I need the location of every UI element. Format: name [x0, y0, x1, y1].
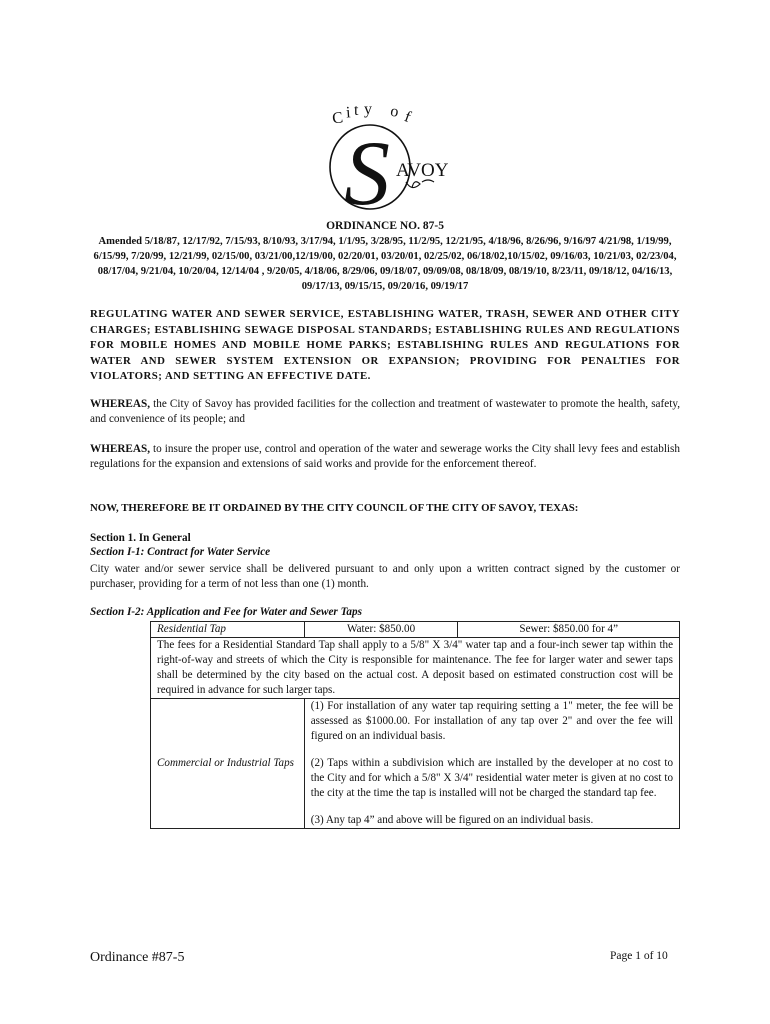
whereas-lead: WHEREAS,	[90, 398, 150, 410]
sewer-fee: Sewer: $850.00 for 4”	[458, 622, 680, 638]
svg-text:AVOY: AVOY	[396, 160, 449, 181]
water-fee: Water: $850.00	[304, 622, 458, 638]
amendment-dates: Amended 5/18/87, 12/17/92, 7/15/93, 8/10/93, 3/17/94, 1/1/95, 3/28/95, 11/2/95, 12/21/95, 4/18/96, 8/26/96, 9/16/97 4/21/98, 1/19/99, 6/15/99, 7/20/99, 12/21/99, 02/15/00, 03/21/00,12/19/00, 02/20/01, 03/20/01, 02/25/02, 06/18/02,10/15/02, 09/16/03, 10/21/03, 02/23/04, 08/17/04, 9/21/04, 10/20/04, 12/14/04 , 9/20/05, 4/18/06, 8/29/06, 09/18/07, 09/09/08, 08/18/09, 08/19/10, 8/23/11, 09/18/12, 04/16/13, 09/17/13, 09/15/15, 09/20/16, 09/19/17	[93, 236, 677, 292]
table-row	[151, 699, 680, 829]
footer-page-number: Page 1 of 10	[610, 950, 668, 962]
commercial-rule-1: (1) For installation of any water tap requiring setting a 1" meter, the fee will be assessed as $1000.00. For installation of any tap over 2" and over the fee will figured on an individual basis.	[310, 700, 673, 742]
commercial-rule-2: (2) Taps within a subdivision which are installed by the developer at no cost to the City and for which a 5/8" X 3/4" residential water meter is given at no cost to the city at the time the tap is installed will not be charged the standard tap fee.	[310, 757, 673, 799]
residential-tap-description: The fees for a Residential Standard Tap shall apply to a 5/8" X 3/4" water tap and a four-inch sewer tap within the right-of-way and streets of which the City is responsible for maintenance. The fee for larger water and sewer taps shall be determined by the city based on the actual cost. A deposit based on estimated construction cost will be required in advance for such larger taps.	[151, 638, 680, 699]
city-of-savoy-logo	[318, 100, 458, 215]
section-1-1-heading: Section I-1: Contract for Water Service	[90, 546, 271, 558]
ordinance-caption: REGULATING WATER AND SEWER SERVICE, ESTABLISHING WATER, TRASH, SEWER AND OTHER CITY CHARGES; ESTABLISHING SEWAGE DISPOSAL STANDARDS; ESTABLISHING RULES AND REGULATIONS FOR MOBILE HOMES AND MOBILE HOME PARKS; ESTABLISHING RULES AND REGULATIONS FOR WATER AND SEWER SYSTEM EXTENSION OR EXPANSION; PROVIDING FOR PENALTIES FOR VIOLATORS; AND SETTING AN EFFECTIVE DATE.	[90, 308, 680, 382]
svg-text:S: S	[344, 122, 390, 215]
whereas-text: to insure the proper use, control and operation of the water and sewerage works the City shall levy fees and establish regulations for the expansion and extensions of said works and provide for the enforcement thereof.	[90, 443, 680, 470]
svg-text:o: o	[389, 102, 400, 121]
footer-ordinance-number: Ordinance #87-5	[90, 950, 185, 965]
commercial-rule-3: (3) Any tap 4” and above will be figured on an individual basis.	[310, 814, 594, 826]
svg-text:f: f	[402, 108, 414, 127]
ordinance-number: ORDINANCE NO. 87-5	[326, 220, 444, 232]
section-1-1-text: City water and/or sewer service shall be delivered pursuant to and only upon a written contract signed by the customer or purchaser, providing for a term of not less than one (1) month.	[90, 563, 680, 590]
residential-tap-label: Residential Tap	[151, 622, 305, 638]
whereas-paragraph-1	[90, 397, 680, 427]
svg-text:t: t	[354, 102, 359, 119]
tap-fees-table	[150, 621, 680, 829]
whereas-lead: WHEREAS,	[90, 443, 150, 455]
table-row	[151, 622, 680, 638]
ordained-statement: NOW, THEREFORE BE IT ORDAINED BY THE CITY COUNCIL OF THE CITY OF SAVOY, TEXAS:	[90, 502, 579, 514]
section-1-heading: Section 1. In General	[90, 532, 191, 544]
svg-text:C: C	[331, 109, 345, 128]
table-row	[151, 638, 680, 699]
commercial-tap-label: Commercial or Industrial Taps	[151, 699, 305, 829]
svg-text:i: i	[345, 104, 352, 122]
section-1-2-heading: Section I-2: Application and Fee for Water and Sewer Taps	[90, 606, 362, 618]
whereas-paragraph-2	[90, 442, 680, 472]
whereas-text: the City of Savoy has provided facilities for the collection and treatment of wastewater to promote the health, safety, and convenience of its people; and	[90, 398, 680, 425]
svg-text:y: y	[364, 101, 372, 118]
commercial-tap-rules	[304, 699, 679, 829]
